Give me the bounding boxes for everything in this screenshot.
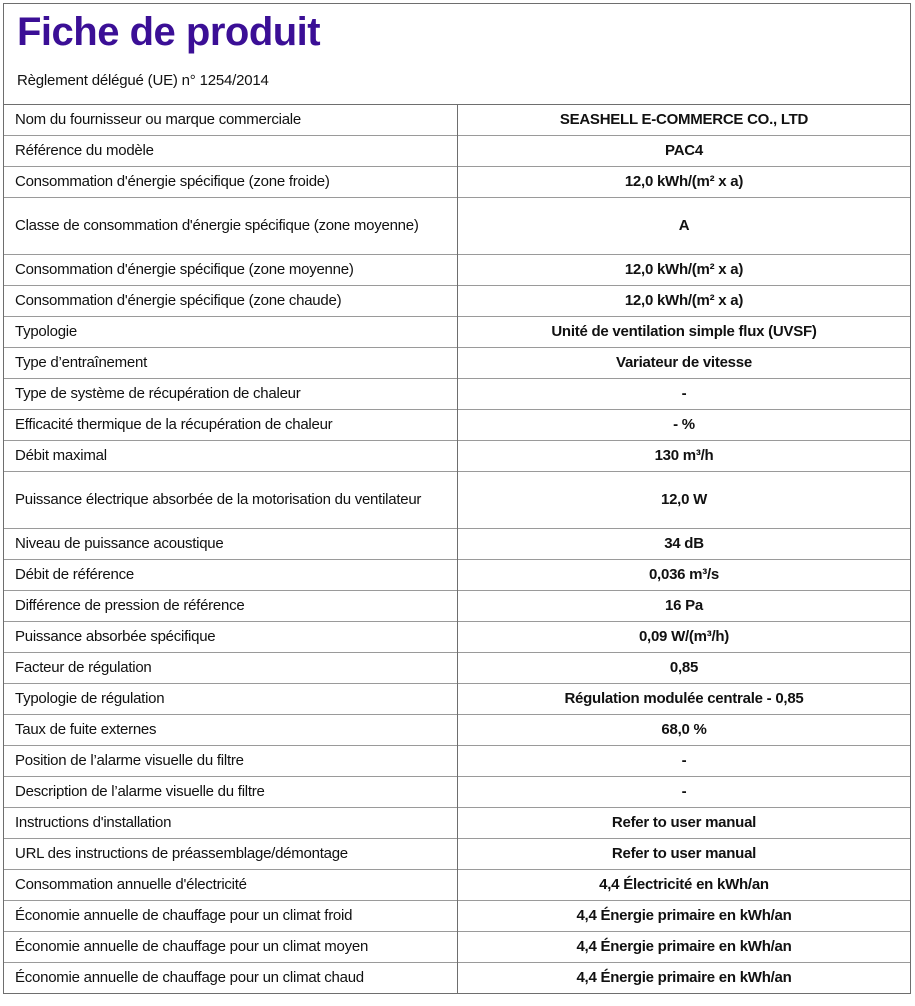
spec-value: 12,0 kWh/(m² x a) — [458, 286, 911, 317]
spec-label: Typologie — [4, 317, 458, 348]
spec-value: 68,0 % — [458, 715, 911, 746]
spec-label: Typologie de régulation — [4, 684, 458, 715]
spec-value: A — [458, 198, 911, 255]
regulation-reference: Règlement délégué (UE) n° 1254/2014 — [17, 72, 269, 89]
table-row — [4, 441, 910, 472]
spec-value: Variateur de vitesse — [458, 348, 911, 379]
sheet-header — [4, 4, 910, 105]
table-row — [4, 136, 910, 167]
spec-value: - % — [458, 410, 911, 441]
table-row — [4, 286, 910, 317]
table-row — [4, 591, 910, 622]
spec-value: Régulation modulée centrale - 0,85 — [458, 684, 911, 715]
spec-label: Type de système de récupération de chaleur — [4, 379, 458, 410]
table-row — [4, 529, 910, 560]
spec-value: 0,85 — [458, 653, 911, 684]
spec-value: - — [458, 379, 911, 410]
table-row — [4, 560, 910, 591]
table-row — [4, 348, 910, 379]
table-row — [4, 105, 910, 136]
table-row — [4, 839, 910, 870]
table-row — [4, 746, 910, 777]
table-row — [4, 472, 910, 529]
spec-value: SEASHELL E-COMMERCE CO., LTD — [559, 111, 809, 128]
product-spec-table — [4, 105, 910, 993]
table-row — [4, 715, 910, 746]
spec-label: Économie annuelle de chauffage pour un climat froid — [4, 901, 458, 932]
spec-label: Classe de consommation d'énergie spécifique (zone moyenne) — [4, 198, 458, 255]
spec-label: Débit de référence — [4, 560, 458, 591]
product-sheet — [3, 3, 911, 994]
spec-value: 130 m³/h — [458, 441, 911, 472]
table-row — [4, 622, 910, 653]
table-row — [4, 317, 910, 348]
spec-label: Taux de fuite externes — [4, 715, 458, 746]
table-row — [4, 684, 910, 715]
table-row — [4, 379, 910, 410]
table-row — [4, 901, 910, 932]
spec-value: Refer to user manual — [458, 808, 911, 839]
table-row — [4, 932, 910, 963]
spec-value: 16 Pa — [458, 591, 911, 622]
spec-label: Type d’entraînement — [4, 348, 458, 379]
spec-label: Position de l’alarme visuelle du filtre — [4, 746, 458, 777]
spec-label: Économie annuelle de chauffage pour un climat moyen — [4, 932, 458, 963]
page-title: Fiche de produit — [17, 10, 321, 54]
spec-value: 4,4 Énergie primaire en kWh/an — [458, 963, 911, 994]
table-row — [4, 653, 910, 684]
spec-label: Instructions d'installation — [4, 808, 458, 839]
spec-value: - — [458, 746, 911, 777]
spec-label: Consommation annuelle d'électricité — [4, 870, 458, 901]
spec-label: Puissance électrique absorbée de la motorisation du ventilateur — [4, 472, 458, 529]
table-row — [4, 777, 910, 808]
spec-label: Efficacité thermique de la récupération de chaleur — [4, 410, 458, 441]
table-row — [4, 870, 910, 901]
spec-label: Facteur de régulation — [4, 653, 458, 684]
table-row — [4, 198, 910, 255]
spec-label: Niveau de puissance acoustique — [4, 529, 458, 560]
spec-label: Description de l’alarme visuelle du filtre — [4, 777, 458, 808]
spec-label: Consommation d'énergie spécifique (zone chaude) — [4, 286, 458, 317]
table-row — [4, 963, 910, 994]
spec-label: Économie annuelle de chauffage pour un climat chaud — [4, 963, 458, 994]
spec-value: 4,4 Énergie primaire en kWh/an — [458, 932, 911, 963]
table-row — [4, 167, 910, 198]
spec-value: Refer to user manual — [458, 839, 911, 870]
table-row — [4, 255, 910, 286]
spec-value: 0,09 W/(m³/h) — [458, 622, 911, 653]
spec-value: 4,4 Énergie primaire en kWh/an — [458, 901, 911, 932]
spec-label: Consommation d'énergie spécifique (zone moyenne) — [4, 255, 458, 286]
spec-value: 34 dB — [458, 529, 911, 560]
spec-label: URL des instructions de préassemblage/démontage — [4, 839, 458, 870]
spec-value: Unité de ventilation simple flux (UVSF) — [458, 317, 911, 348]
spec-label: Différence de pression de référence — [4, 591, 458, 622]
spec-value: 12,0 kWh/(m² x a) — [458, 255, 911, 286]
spec-value: PAC4 — [458, 136, 911, 167]
spec-value: - — [458, 777, 911, 808]
spec-label: Nom du fournisseur ou marque commerciale — [4, 105, 458, 136]
spec-value: 0,036 m³/s — [458, 560, 911, 591]
spec-value: 12,0 W — [458, 472, 911, 529]
table-row — [4, 410, 910, 441]
spec-label: Puissance absorbée spécifique — [4, 622, 458, 653]
spec-value: 4,4 Électricité en kWh/an — [458, 870, 911, 901]
spec-label: Référence du modèle — [4, 136, 458, 167]
spec-value: 12,0 kWh/(m² x a) — [458, 167, 911, 198]
spec-label: Débit maximal — [4, 441, 458, 472]
spec-label: Consommation d'énergie spécifique (zone froide) — [4, 167, 458, 198]
table-row — [4, 808, 910, 839]
